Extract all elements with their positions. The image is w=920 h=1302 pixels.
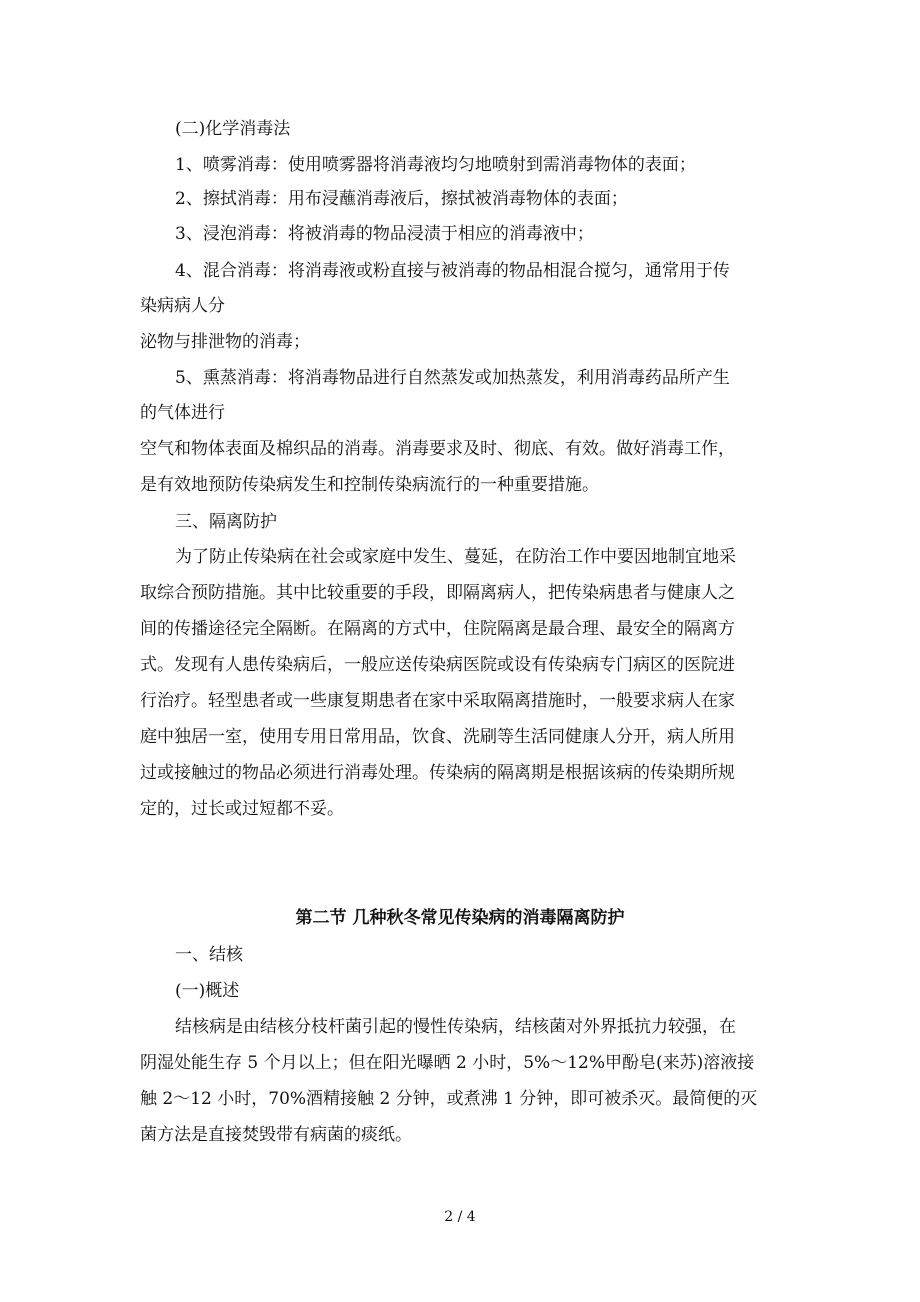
paragraph-line: 结核病是由结核分枝杆菌引起的慢性传染病，结核菌对外界抵抗力较强，在 <box>175 1017 736 1037</box>
paragraph-line: 触 2～12 小时，70%酒精接触 2 分钟，或煮沸 1 分钟，即可被杀灭。最简便的灭 <box>140 1089 758 1109</box>
paragraph-line: 行治疗。轻型患者或一些康复期患者在家中采取隔离措施时，一般要求病人在家 <box>140 691 735 711</box>
paragraph-line: 为了防止传染病在社会或家庭中发生、蔓延，在防治工作中要因地制宜地采 <box>175 547 736 567</box>
list-item-fumigate-line4: 是有效地预防传染病发生和控制传染病流行的一种重要措施。 <box>140 475 599 495</box>
paragraph-line: 菌方法是直接焚毁带有病菌的痰纸。 <box>140 1125 412 1145</box>
paragraph-line: 过或接触过的物品必须进行消毒处理。传染病的隔离期是根据该病的传染期所规 <box>140 763 735 783</box>
list-item-soak: 3、浸泡消毒：将被消毒的物品浸渍于相应的消毒液中； <box>175 224 594 244</box>
list-item-spray: 1、喷雾消毒：使用喷雾器将消毒液均匀地喷射到需消毒物体的表面； <box>175 155 696 175</box>
paragraph-line: 定的，过长或过短都不妥。 <box>140 799 344 819</box>
list-item-mix-line2: 染病病人分 <box>140 296 225 316</box>
list-item-wipe: 2、擦拭消毒：用布浸蘸消毒液后，擦拭被消毒物体的表面； <box>175 189 628 209</box>
paragraph-line: 取综合预防措施。其中比较重要的手段，即隔离病人，把传染病患者与健康人之 <box>140 583 735 603</box>
subheading-tuberculosis: 一、结核 <box>175 945 243 965</box>
paragraph-line: 间的传播途径完全隔断。在隔离的方式中，住院隔离是最合理、最安全的隔离方 <box>140 619 735 639</box>
paragraph-line: 式。发现有人患传染病后，一般应送传染病医院或设有传染病专门病区的医院进 <box>140 655 735 675</box>
list-item-mix-line3: 泌物与排泄物的消毒； <box>140 332 310 352</box>
section-heading-isolation: 三、隔离防护 <box>175 512 277 532</box>
paragraph-line: 庭中独居一室，使用专用日常用品，饮食、洗刷等生活同健康人分开，病人所用 <box>140 727 735 747</box>
list-item-fumigate-line1: 5、熏蒸消毒：将消毒物品进行自然蒸发或加热蒸发，利用消毒药品所产生 <box>175 368 730 388</box>
list-item-fumigate-line2: 的气体进行 <box>140 403 225 423</box>
list-item-fumigate-line3: 空气和物体表面及棉织品的消毒。消毒要求及时、彻底、有效。做好消毒工作， <box>140 439 735 459</box>
subheading-chemical-disinfection: (二)化学消毒法 <box>175 119 291 139</box>
chapter-title: 第二节 几种秋冬常见传染病的消毒隔离防护 <box>295 908 625 928</box>
subheading-overview: (一)概述 <box>175 981 240 1001</box>
page-number: 2 / 4 <box>444 1209 476 1225</box>
list-item-mix-line1: 4、混合消毒：将消毒液或粉直接与被消毒的物品相混合搅匀，通常用于传 <box>175 261 730 281</box>
paragraph-line: 阴湿处能生存 5 个月以上；但在阳光曝晒 2 小时，5%～12%甲酚皂(来苏)溶液接 <box>140 1053 755 1073</box>
